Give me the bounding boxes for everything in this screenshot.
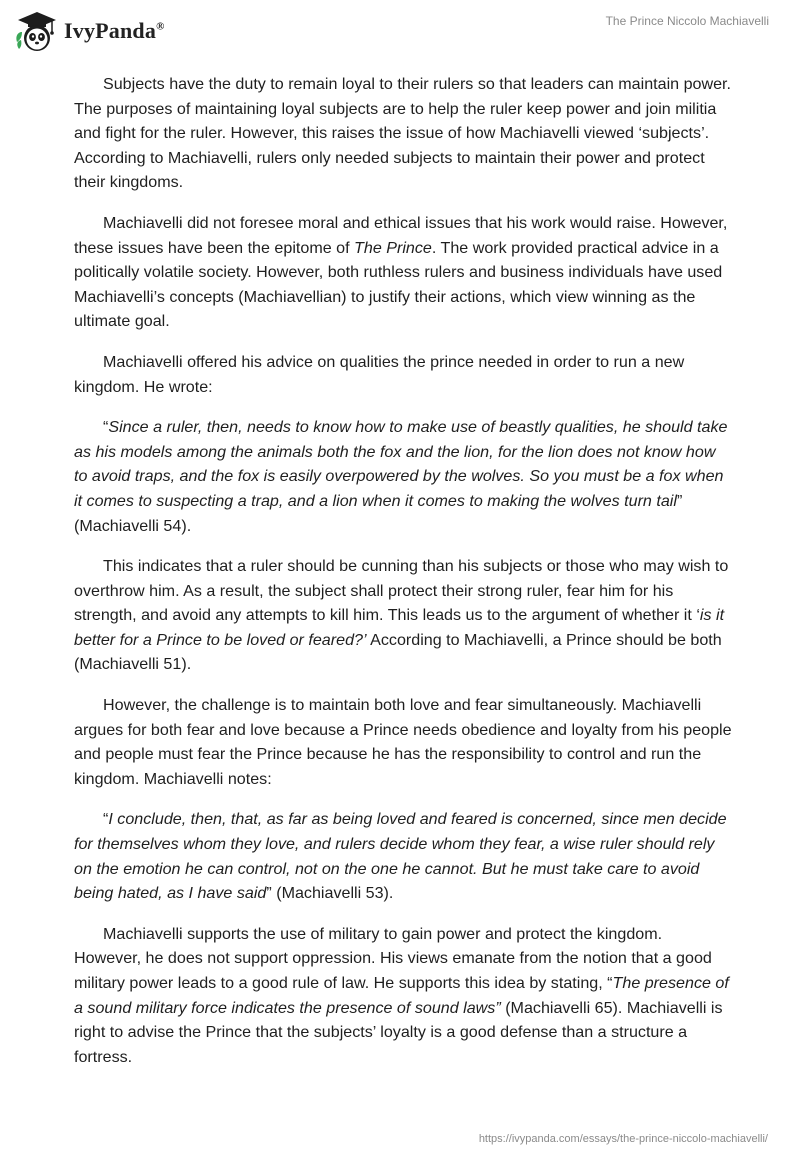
paragraph	[74, 415, 732, 538]
paragraph	[74, 72, 732, 195]
page-header	[0, 0, 800, 62]
italic-text-run: The presence of a sound military force indicates the presence of sound laws”	[74, 974, 729, 1017]
text-run: . The work provided practical advice in a politically volatile society. However, both ruthless rulers and business individuals have used Machiavelli’s concepts (Machiavellian) to justify their actions, which view winning as the ultimate goal.	[74, 238, 723, 331]
paragraph	[74, 693, 732, 791]
text-run: ” (Machiavelli 53).	[266, 884, 394, 903]
text-run: (Machiavelli 65). Machiavelli is right to advise the Prince that the subjects’ loyalty is a good defense than a structure a fortress.	[74, 998, 723, 1066]
italic-text-run: The Prince	[354, 238, 432, 257]
paragraph	[74, 350, 732, 399]
panda-graduate-icon	[14, 8, 60, 54]
source-url[interactable]: https://ivypanda.com/essays/the-prince-niccolo-machiavelli/	[478, 1133, 768, 1145]
text-run: According to Machiavelli, a Prince should be both (Machiavelli 51).	[74, 630, 722, 674]
italic-text-run: Since a ruler, then, needs to know how to make use of beastly qualities, he should take as his models among the animals both the fox and the lion, for the lion does not know how to avoid traps, and the fox is easily overpowered by the wolves. So you must be a fox when it comes to suspecting a trap, and a lion when it comes to making the wolves turn tail	[74, 418, 728, 510]
text-run: However, the challenge is to maintain both love and fear simultaneously. Machiavelli argues for both fear and love because a Prince needs obedience and loyalty from his people and people must fear the Prince because he has the responsibility to control and run the kingdom. Machiavelli notes:	[74, 696, 732, 788]
essay-body	[74, 72, 732, 1085]
italic-text-run: I conclude, then, that, as far as being loved and feared is concerned, since men decide for themselves whom they love, and rulers decide whom they fear, a wise ruler should rely on the emotion he can control, not on the one he cannot. But he must take care to avoid being hated, as I have said	[74, 810, 727, 903]
text-run: Machiavelli did not foresee moral and ethical issues that his work would raise. However, these issues have been the epitome of	[74, 213, 728, 257]
document-title: The Prince Niccolo Machiavelli	[605, 14, 769, 28]
text-run: “	[103, 418, 109, 437]
paragraph	[74, 922, 732, 1070]
paragraph	[74, 807, 732, 905]
text-run: This indicates that a ruler should be cunning than his subjects or those who may wish to overthrow him. As a result, the subject shall protect their strong ruler, fear him for his strength, and avoid any attempts to kill him. This leads us to the argument of whether it ‘	[74, 557, 729, 625]
paragraph	[74, 211, 732, 334]
ivypanda-logo[interactable]	[14, 8, 165, 54]
italic-text-run: is it better for a Prince to be loved or feared?’	[74, 606, 725, 649]
text-run: Subjects have the duty to remain loyal to their rulers so that leaders can maintain power. The purposes of maintaining loyal subjects are to help the ruler keep power and join militia and fight for the ruler. However, this raises the issue of how Machiavelli viewed ‘subjects’. According to Machiavelli, rulers only needed subjects to maintain their power and protect their kingdoms.	[74, 75, 731, 192]
brand-name: IvyPanda®	[64, 18, 165, 43]
paragraph	[74, 554, 732, 677]
text-run: Machiavelli supports the use of military to gain power and protect the kingdom. However, he does not support oppression. His views emanate from the notion that a good military power leads to a good rule of law. He supports this idea by stating, “	[74, 924, 712, 992]
text-run: “	[103, 810, 109, 829]
text-run: Machiavelli offered his advice on qualities the prince needed in order to run a new kingdom. He wrote:	[74, 352, 685, 396]
text-run: ” (Machiavelli 54).	[74, 491, 683, 535]
